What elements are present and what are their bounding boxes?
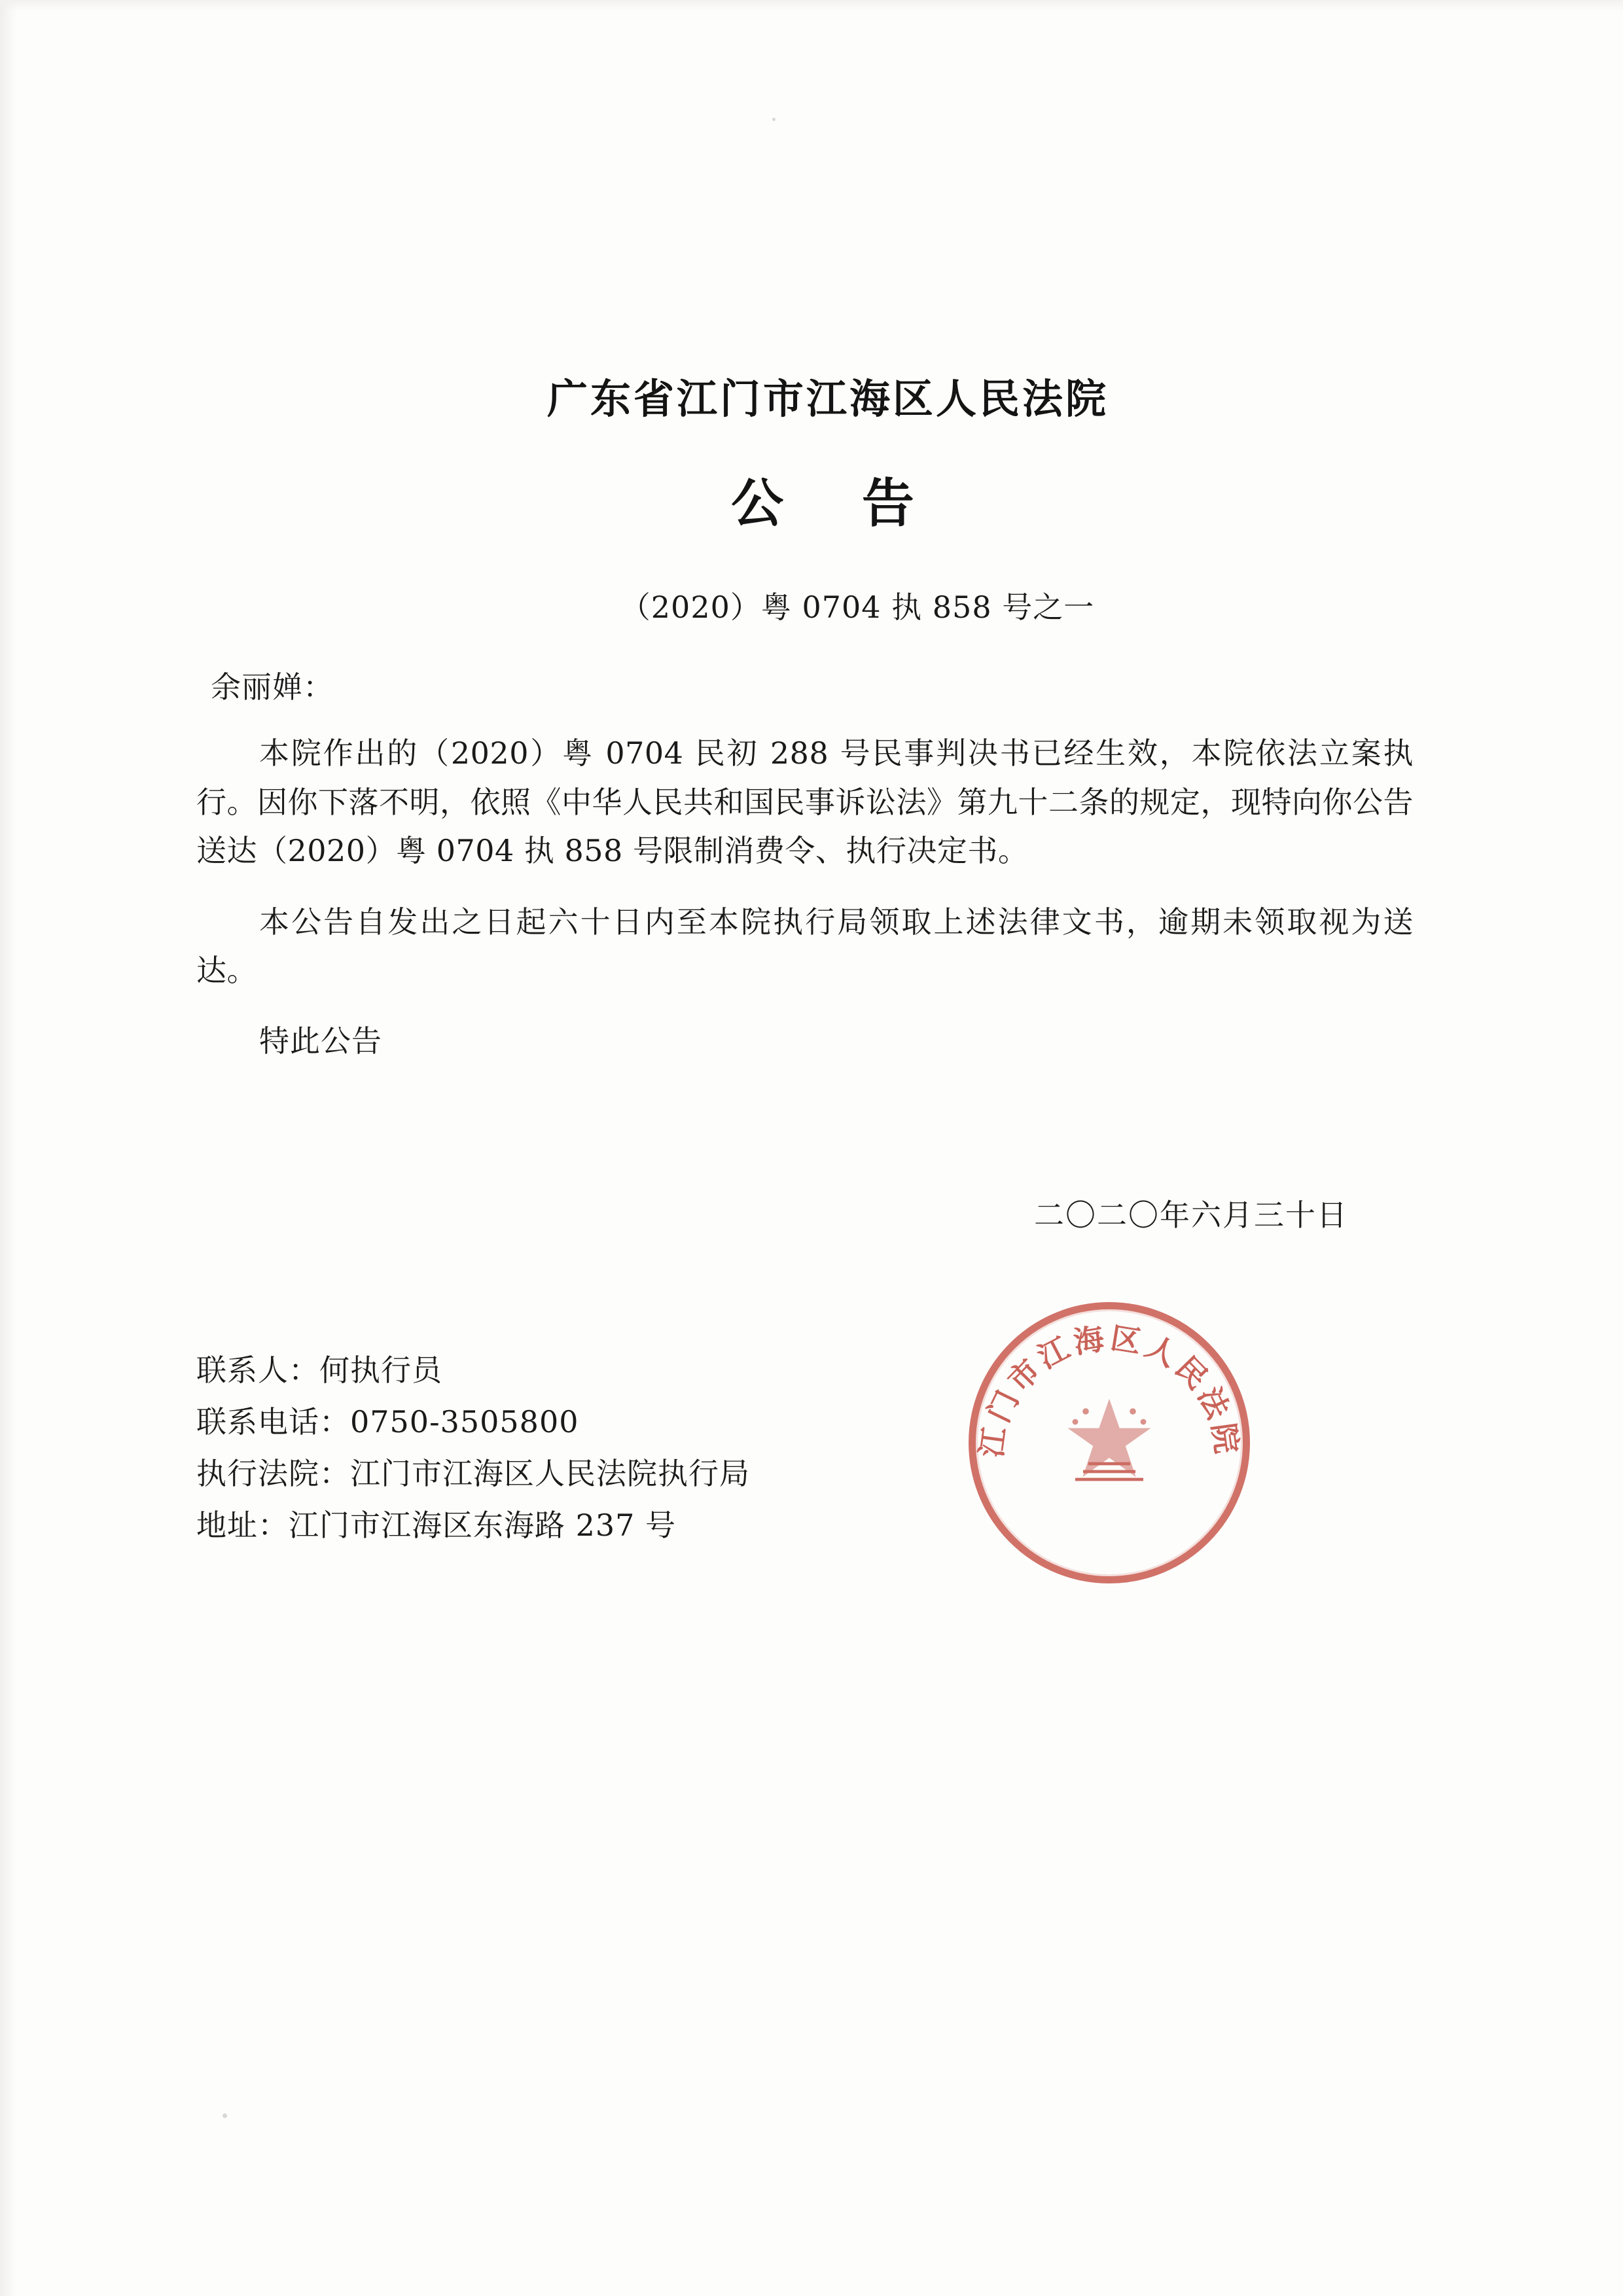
contact-phone: 联系电话：0750-3505800 bbox=[196, 1404, 579, 1439]
document-content bbox=[196, 0, 1440, 1551]
closing-statement: 特此公告 bbox=[259, 1023, 382, 1059]
seal-arc-label: 江门市江海区人民法院 bbox=[973, 1320, 1245, 1460]
recipient-name: 余丽婵： bbox=[211, 669, 334, 705]
document-type-heading: 公 告 bbox=[731, 472, 944, 534]
executing-court: 执行法院：江门市江海区人民法院执行局 bbox=[196, 1455, 750, 1491]
contact-address: 地址：江门市江海区东海路 237 号 bbox=[196, 1507, 677, 1543]
court-title: 广东省江门市江海区人民法院 bbox=[546, 375, 1109, 423]
issue-date: 二〇二〇年六月三十日 bbox=[1034, 1197, 1348, 1233]
scan-speck bbox=[223, 2113, 227, 2118]
body-paragraph-1: 本院作出的（2020）粤 0704 民初 288 号民事判决书已经生效，本院依法立案执行。因你下落不明，依照《中华人民共和国民事诉讼法》第九十二条的规定，现特向你公告送达（2020）粤 0704 执 858 号限制消费令、执行决定书。 bbox=[196, 735, 1414, 869]
contact-person: 联系人：何执行员 bbox=[196, 1352, 442, 1388]
case-number: （2020）粤 0704 执 858 号之一 bbox=[620, 590, 1095, 625]
scan-edge-shadow-left bbox=[0, 0, 17, 2296]
body-paragraph-2: 本公告自发出之日起六十日内至本院执行局领取上述法律文书，逾期未领取视为送达。 bbox=[196, 904, 1414, 989]
contact-block bbox=[196, 1345, 1440, 1551]
